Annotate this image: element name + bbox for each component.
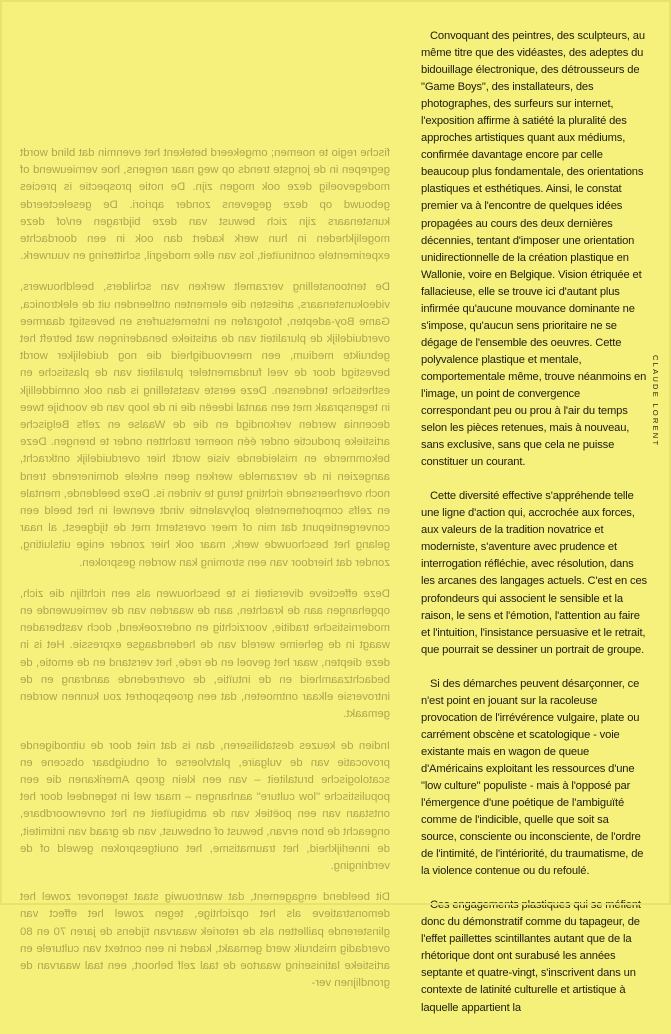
body-paragraph: Si des démarches peuvent désarçonner, ce n'est point en jouant sur la racoleuse provocation de l'irrévérence vulgaire, plate ou carrément obscène et scatologique - voie existante mais en wagon de queue d'Américains exploitant les ressources d'une "low culture" populiste - mais à l'opposé par l'émergence d'une poétique de l'ambiguïté comme de l'indicible, quelle que soit sa source, consciente ou inconsciente, de l'ordre de l'intimité, de l'intériorité, du traumatisme, de la violence contenue ou du refoulé.	[421, 677, 644, 878]
ghost-paragraph: Deze effectieve diversiteit is te beschouwen als een richtlijn die zich, opgehangen aan de krachten, aan de waarden van de vernieuwende en modernistische traditie, voorzichtig en onderzoekend, doch vastberaden waagt in de geheime wereld van de hedendaagse expressie. Het is in deze diepten, waar het gevoel en de rede, het verstand en de emotie, de bedachtzaamheid en de intuïtie, de overtredende aandrang en de introversie elkaar ontmoeten, dat een groepsportret zou kunnen worden gemaakt.	[20, 587, 390, 721]
ghost-paragraph: Dit beeldend engagement, dat wantrouwig staat tegenover zowel het demonstratieve als het opzichtige, tegen zowel het effect van glinsterende pailletten als de retoriek waarvan tijdens de jaren 70 en 80 overdadig misbruik werd gemaakt, kadert in een context van culturele en artistieke latinisering waartoe de taal zelf behoort, een taal waarvan de grondlijnen ver-	[20, 891, 390, 990]
ghost-paragraph: De tentoonstelling verzamelt werken van schilders, beeldhouwers, videokunstenaars, artiesten die elementen ontleenden uit de elektronica, Game Boy-adepten, fotografen en internetsurfers en bevestigt daarmee overduidelijk de pluraliteit van de artistieke benaderingen wat betreft het gebruikte medium, een meervoudigheid die nog duidelijker wordt bevestigd door de veel fundamenteler pluraliteit van de plastische en esthetische tendensen. Deze eerste vaststelling is dan ook onmiddellijk in tegenspraak met een aantal ideeën die in de loop van de voorbije twee decennia werden verkondigd en die de Waalse en zelfs Belgische artistieke productie onder één noemer trachtten onder te brengen. Deze bekommerde en misleidende visie wordt hier overduidelijk ontkracht, aangezien in de verzamelde werken geen enkele dominerende trend noch overheersende richting terug te vinden is. Deze beeldende, mentale en zelfs comportementele polyvalentie vindt evenwel in het beeld een convergentiepunt dat min of meer overstemt met de tijdgeest, al naar gelang het beschouwde werk, maar ook hier zonder enige uitsluiting, zonder dat hierdoor van een stroming kan worden gesproken.	[20, 281, 390, 569]
main-text-column	[421, 28, 647, 1034]
body-paragraph: Cette diversité effective s'appréhende telle une ligne d'action qui, accrochée aux forces, aux valeurs de la tradition novatrice et moderniste, s'aventure avec prudence et interrogation réfléchie, avec résolution, dans les arcanes des langages actuels. C'est en ces profondeurs qui associent le sensible et la raison, le sens et l'émotion, l'attention au faire et l'intuition, l'insistance persuasive et le retrait, que pourrait se dessiner un portrait de groupe.	[421, 490, 647, 656]
body-paragraph: Convoquant des peintres, des sculpteurs, au même titre que des vidéastes, des adeptes du bidouillage électronique, des détrousseurs de "Game Boys", des installateurs, des photographes, des surfeurs sur internet, l'exposition affirme à satiété la pluralité des approches artistiques quant aux médiums, confirmée davantage encore par celle beaucoup plus fondamentale, des orientations plastiques et esthétiques. Ainsi, le constat premier va à l'encontre de quelques idées propagées au cours des deux dernières décennies, tentant d'imposer une orientation unidirectionnelle de la création plastique en Wallonie, voire en Belgique. Vision étriquée et fallacieuse, elle se trouve ici d'autant plus infirmée qu'aucune mouvance dominante ne s'impose, qu'aucun sens prioritaire ne se dégage de l'ensemble des oeuvres. Cette polyvalence plastique et mentale, comportementale même, trouve néanmoins en l'image, un point de convergence correspondant peu ou prou à l'air du temps selon les pièces retenues, mais à nouveau, sans exclusive, sans que cela ne puisse constituer un courant.	[421, 30, 647, 469]
bleed-through-text	[20, 145, 390, 1006]
ghost-paragraph: Indien de keuzes destabiliseren, dan is dat niet door de uitnodigende provocatie van de vulgaire, platvloerse of onbuigbaar obscene en scatologische brutaliteit – van een klein groep Amerikanen die een populistische "low culture" aanhangen – maar wel in tegendeel door het ontstaan van een poëtiek van de ambiguïteit en het onverwoordbare, ongeacht de bron ervan, bewust of onbewust, van de graad van intimiteit, de innerlijkheid, het traumatisme, het onuitgesproken geweld of de verdringing.	[20, 739, 390, 872]
author-name: CLAUDE LORENT	[651, 355, 660, 448]
ghost-paragraph: fische regio te noemen; omgekeerd betekent het evenmin dat blind wordt gegrepen in de jongste trends op weg naar nergens, hoe vernieuwend of modegevoelig deze ook mogen zijn. De notie prospectie is precies gebouwd op deze gegevens zonder apriori. De geselecteerde kunstenaars zijn zich bewust van deze bijdragen en/of deze mogelijkheden in hun werk kadert dan ook in een doordachte experimentele continuïteit, los van elke modegril, schittering en vuurwerk.	[20, 147, 390, 263]
body-paragraph: Ces engagements plastiques qui se méfient donc du démonstratif comme du tapageur, de l'effet paillettes scintillantes autant que de la rhétorique dont ont surabusé les années septante et quatre-vingt, s'inscrivent dans un contexte de latinité culturelle et artistique à laquelle appartient la	[421, 899, 641, 1014]
